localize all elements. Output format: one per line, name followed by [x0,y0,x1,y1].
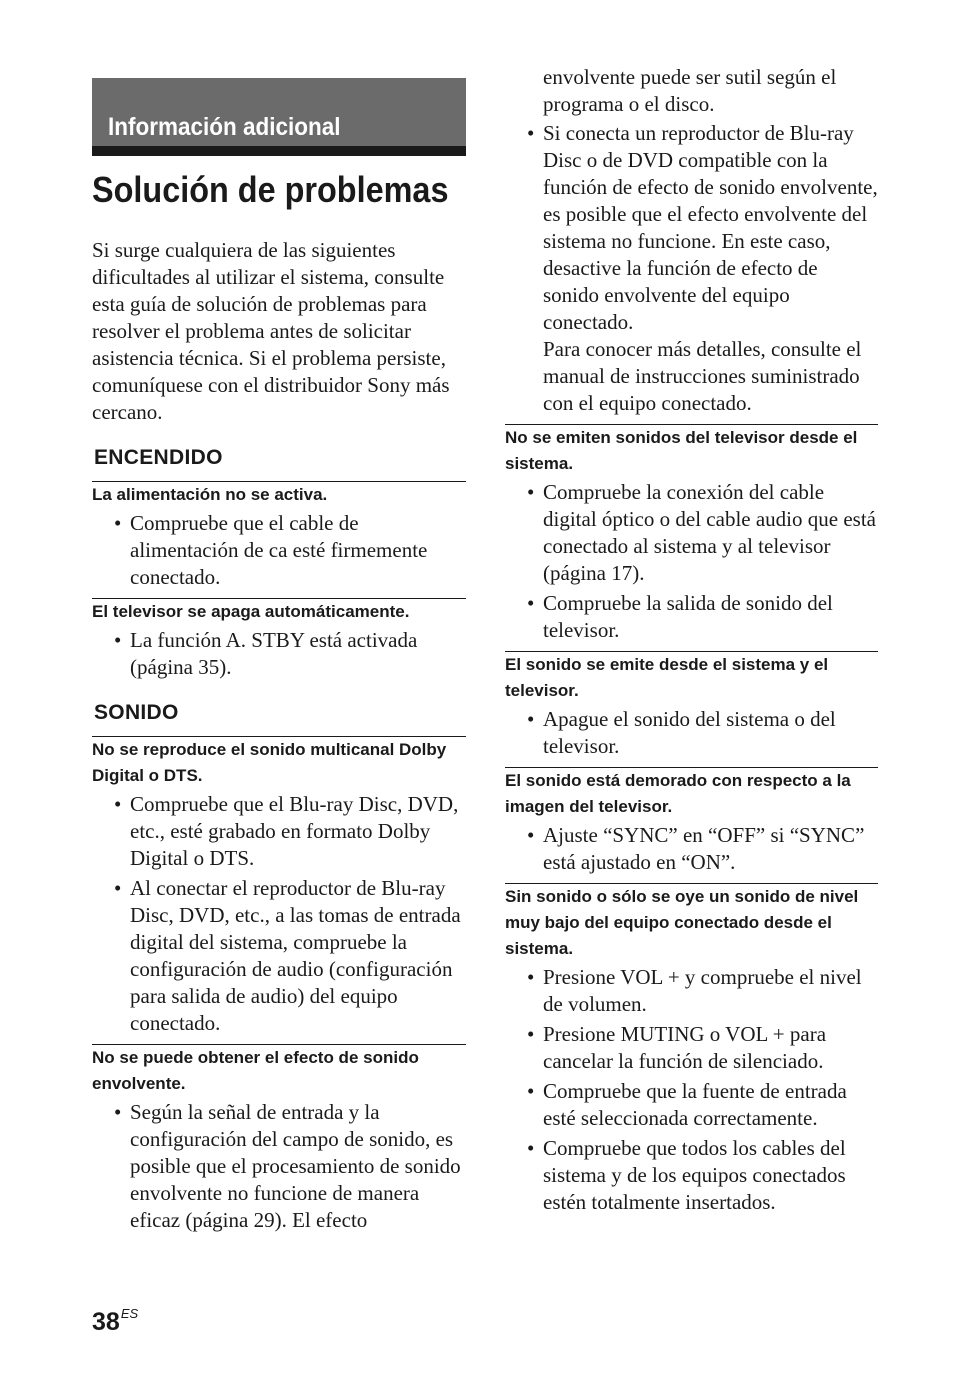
page-number-value: 38 [92,1308,120,1336]
bullet-list [505,120,878,417]
bullet-list [92,510,466,591]
section-heading-sonido: SONIDO [94,700,179,724]
problem-heading: Sin sonido o sólo se oye un sonido de nivel muy bajo del equipo conectado desde el sistema. [505,883,878,962]
list-item: • Al conectar el reproductor de Blu-ray Disc, DVD, etc., a las tomas de entrada digital del sistema, compruebe la configuración de audio (configuración para salida de audio) del equipo conectado. [130,875,466,1037]
page-language-code: ES [120,1306,139,1321]
problem-heading: No se reproduce el sonido multicanal Dolby Digital o DTS. [92,736,466,789]
list-item: • Compruebe la conexión del cable digital óptico o del cable audio que está conectado al sistema y al televisor (página 17). [543,479,878,587]
list-item-note: Para conocer más detalles, consulte el manual de instrucciones suministrado con el equipo conectado. [543,337,862,415]
list-item: • Presione VOL + y compruebe el nivel de volumen. [543,964,878,1018]
right-column [505,64,878,1219]
list-item: • Apague el sonido del sistema o del televisor. [543,706,878,760]
problem-heading: El sonido se emite desde el sistema y el televisor. [505,651,878,704]
list-item: • Ajuste “SYNC” en “OFF” si “SYNC” está ajustado en “ON”. [543,822,878,876]
list-item: • Compruebe que la fuente de entrada esté seleccionada correctamente. [543,1078,878,1132]
bullet-list [92,627,466,681]
bullet-list [92,1099,466,1234]
continued-text: envolvente puede ser sutil según el programa o el disco. [543,65,837,116]
list-item-text: Si conecta un reproductor de Blu-ray Disc o de DVD compatible con la función de efecto de sonido envolvente, es posible que el efecto envolvente del sistema no funcione. En este caso, desactive la función de efecto de sonido envolvente del equipo conectado. [543,121,878,334]
list-item: • Compruebe que el Blu-ray Disc, DVD, etc., esté grabado en formato Dolby Digital o DTS. [130,791,466,872]
intro-paragraph: Si surge cualquiera de las siguientes dificultades al utilizar el sistema, consulte esta guía de solución de problemas para resolver el problema antes de solicitar asistencia técnica. Si el problema persiste, comuníquese con el distribuidor Sony más cercano. [92,237,450,424]
list-item: • Presione MUTING o VOL + para cancelar la función de silenciado. [543,1021,878,1075]
bullet-list [505,964,878,1216]
page-number [92,1306,138,1337]
bullet-list [505,479,878,644]
banner-label: Información adicional [108,113,341,141]
list-item: • Compruebe que todos los cables del sistema y de los equipos conectados estén totalmente insertados. [543,1135,878,1216]
list-item: • Compruebe que el cable de alimentación de ca esté firmemente conectado. [130,510,466,591]
problem-heading: La alimentación no se activa. [92,481,466,508]
section-banner [92,78,466,156]
problem-heading: No se puede obtener el efecto de sonido envolvente. [92,1044,466,1097]
bullet-list [92,791,466,1037]
list-item: • Compruebe la salida de sonido del televisor. [543,590,878,644]
problem-heading: El televisor se apaga automáticamente. [92,598,466,625]
list-item [543,120,878,417]
bullet-list [505,706,878,760]
page-title: Solución de problemas [92,169,449,210]
section-heading-encendido: ENCENDIDO [94,445,223,469]
bullet-list [505,822,878,876]
problem-heading: No se emiten sonidos del televisor desde el sistema. [505,424,878,477]
list-item: • La función A. STBY está activada (página 35). [130,627,466,681]
left-column [92,78,466,1237]
problem-heading: El sonido está demorado con respecto a la imagen del televisor. [505,767,878,820]
list-item: • Según la señal de entrada y la configuración del campo de sonido, es posible que el procesamiento de sonido envolvente no funcione de manera eficaz (página 29). El efecto [130,1099,466,1234]
